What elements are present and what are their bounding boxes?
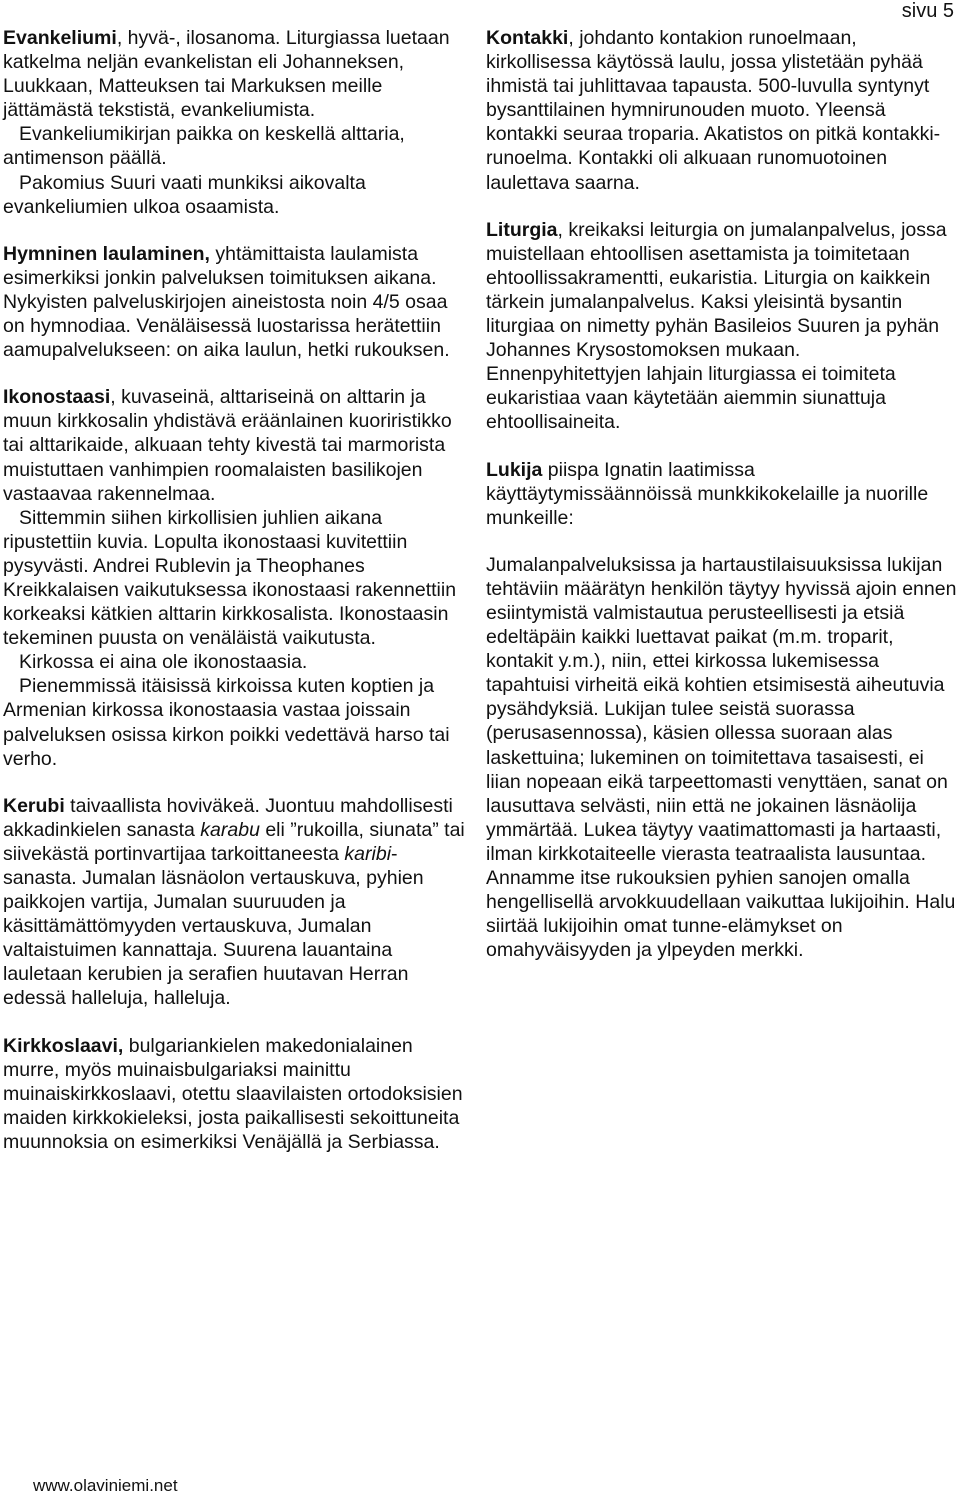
page-number: sivu 5 (901, 0, 954, 22)
entry-text: eli ”rukoilla, siunata” tai siivekästä portinvartijaa tarkoittaneesta (3, 818, 465, 865)
entry-evankeliumi (3, 26, 468, 219)
entry-text: , hyvä-, ilosanoma. Liturgiassa luetaan katkelma neljän evankelistan eli Johanneksen, Luukkaan, Matteuksen tai Markuksen meille jättämästä tekstistä, evankeliumista. (3, 27, 450, 122)
entry-term: Ikonostaasi (3, 386, 111, 409)
footer-url: www.olaviniemi.net (33, 1476, 178, 1495)
entry-paragraph (3, 385, 468, 505)
entry-paragraph (3, 1034, 468, 1154)
entry-paragraph (3, 242, 468, 362)
entry-paragraph (486, 26, 958, 195)
entry-term: Lukija (486, 458, 543, 481)
entry-paragraph (3, 794, 468, 1011)
entry-text: -sanasta. Jumalan läsnäolon vertauskuva, pyhien paikkojen vartija, Jumalan suuruuden ja käsittämättömyyden vertauskuva, Jumalan valtaistuimen kannattaja. Suurena lauantaina lauletaan kerubien ja serafien huutavan Herran edessä halleluja, halleluja. (3, 842, 424, 1010)
entry-paragraph: Sittemmin siihen kirkollisien juhlien aikana ripustettiin kuvia. Lopulta ikonostaasi kuvitettiin pysyvästi. Andrei Rublevin ja Theophanes Kreikkalaisen vaikutuksessa ikonostaasi rakennettiin korkeaksi kätkien alttarin kirkkosalista. Ikonostaasin tekeminen puusta on venäläistä vaikutusta. (3, 506, 457, 650)
entry-term: Hymninen laulaminen, (3, 242, 210, 265)
entry-word-karibi: karibi (344, 842, 392, 865)
entry-kirkkoslaavi (3, 1034, 468, 1154)
entry-hymninen-laulaminen (3, 242, 468, 362)
entry-paragraph: Kirkossa ei aina ole ikonostaasia. (19, 651, 308, 674)
entry-text: piispa Ignatin laatimissa käyttäytymissäännöissä munkkikokelaille ja nuorille munkeille: (486, 458, 929, 529)
entry-text: yhtämittaista laulamista esimerkiksi jonkin palveluksen toimituksen aikana. Nykyisten palveluskirjojen aineistosta noin 4/5 osaa on hymnodiaa. Venäläisessä luostarissa herätettiin aamupalvelukseen: on aika laulun, hetki rukouksen. (3, 242, 450, 362)
entry-term: Kerubi (3, 794, 65, 817)
entry-paragraph (3, 26, 468, 122)
entry-term: Liturgia (486, 218, 558, 241)
entry-kerubi (3, 794, 468, 1011)
entry-paragraph: Evankeliumikirjan paikka on keskellä alttaria, antimenson päällä. (3, 123, 405, 170)
entry-word-karabu: karabu (200, 818, 260, 841)
entry-paragraph (486, 218, 958, 435)
entry-kontakki (486, 26, 958, 195)
entry-term: Evankeliumi (3, 27, 117, 49)
entry-term: Kirkkoslaavi, (3, 1034, 124, 1057)
entry-paragraph: Pakomius Suuri vaati munkiksi aikovalta evankeliumien ulkoa osaamista. (3, 171, 366, 218)
entry-liturgia (486, 218, 958, 435)
entry-paragraph: Pienemmissä itäisissä kirkoissa kuten koptien ja Armenian kirkossa ikonostaasia vastaa joissain palveluksen osissa kirkon poikki vedettävä harso tai verho. (3, 675, 450, 770)
entry-text: , kreikaksi leiturgia on jumalanpalvelus, jossa muistellaan ehtoollisen asettamista ja toimitetaan ehtoollissakramentti, eukaristia. Liturgia on kaikkein tärkein jumalanpalvelus. Kaksi yleisintä bysantin liturgiaa on nimetty pyhän Basileios Suuren ja pyhän Johannes Krysostomoksen mukaan. Ennenpyhitettyjen lahjain liturgiassa ei toimiteta eukaristiaa vaan käytetään aiemmin siunattuja ehtoollisaineita. (486, 218, 947, 434)
entry-paragraph (486, 458, 958, 530)
entry-text: , kuvaseinä, alttariseinä on alttarin ja muun kirkkosalin yhdistävä eräänlainen kuoriristikko tai alttarikaide, alkuaan tehty kivestä tai marmorista muistuttaen vanhimpien roomalaisten basilikojen vastaavaa rakennelmaa. (3, 386, 452, 505)
entry-text: taivaallista hoviväkeä. Juontuu mahdollisesti akkadinkielen sanasta (3, 794, 453, 841)
entry-term: Kontakki (486, 27, 569, 49)
entry-paragraph: Jumalanpalveluksissa ja hartaustilaisuuksissa lukijan tehtäviin määrätyn henkilön täytyy hyvissä ajoin ennen esiintymistä valmistautua perusteellisesti ja etsiä edeltäpäin kaikki luettavat paikat (m.m. troparit, kontakit y.m.), niin, ettei kirkossa lukemisessa tapahtuisi virheitä eikä kohtien etsimisestä aiheutuvia pysähdyksiä. Lukijan tulee seistä suorassa (perusasennossa), käsien ollessa suoraan alas laskettuina; lukeminen on toimitettava tasaisesti, ei liian nopeaan eikä tarpeettomasti venyttäen, sanat on lausuttava selvästi, niin että ne jokainen läsnäolija ymmärtää. Lukea täytyy vaatimattomasti ja hartaasti, ilman kirkkotaiteelle vierasta teatraalista lausuntaa. Annamme itse rukouksien pyhien sanojen omalla hengellisellä arvokkuudellaan vaikuttaa lukijoihin. Halu siirtää lukijoihin omat tunne-elämykset on omahyväisyyden ja ylpeyden merkki. (486, 553, 957, 962)
left-column (3, 26, 468, 1177)
right-column (486, 26, 958, 985)
entry-lukija (486, 458, 958, 963)
entry-ikonostaasi (3, 385, 468, 771)
entry-text: , johdanto kontakion runoelmaan, kirkollisessa käytössä laulu, jossa ylistetään pyhää ihmistä tai juhlittavaa tapausta. 500-luvulla syntynyt bysanttilainen hymnirunouden muoto. Yleensä kontakki seuraa troparia. Akatistos on pitkä kontakki-runoelma. Kontakki oli alkuaan runomuotoinen laulettava saarna. (486, 27, 941, 194)
entry-text: bulgariankielen makedonialainen murre, myös muinaisbulgariaksi mainittu muinaiskirkkoslaavi, otettu slaavilaisten ortodoksisien maiden kirkkokieleksi, josta paikallisesti sekoittuneita muunnoksia on esimerkiksi Venäjällä ja Serbiassa. (3, 1034, 463, 1153)
